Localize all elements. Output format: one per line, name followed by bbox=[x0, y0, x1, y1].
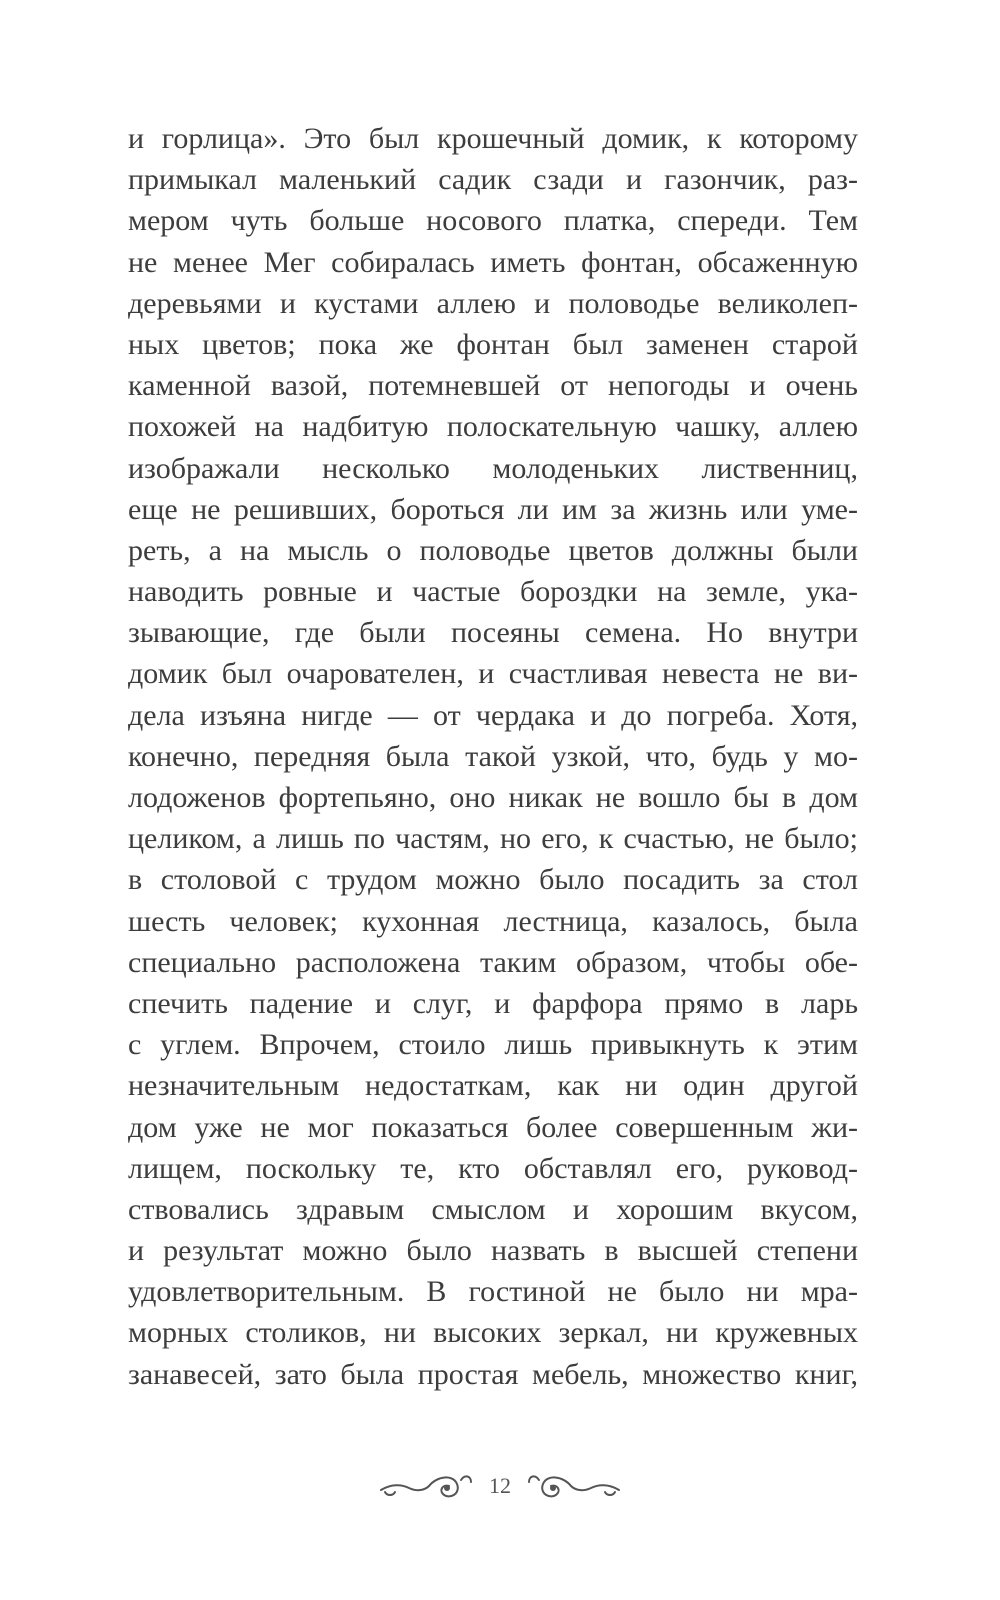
text-line: специально расположена таким образом, чтобы обе- bbox=[128, 945, 858, 979]
text-line: лищем, поскольку те, кто обставлял его, руковод- bbox=[128, 1151, 858, 1185]
text-line: морных столиков, ни высоких зеркал, ни кружевных bbox=[128, 1316, 858, 1350]
text-line: спечить падение и слуг, и фарфора прямо в ларь bbox=[128, 986, 858, 1020]
text-line: занавесей, зато была простая мебель, множество книг, bbox=[128, 1357, 858, 1391]
text-line: с углем. Впрочем, стоило лишь привыкнуть к этим bbox=[128, 1028, 858, 1062]
text-line: и результат можно было назвать в высшей степени bbox=[128, 1234, 858, 1268]
text-line: и горлица». Это был крошечный домик, к которому bbox=[128, 122, 858, 155]
text-line: шесть человек; кухонная лестница, казалось, была bbox=[128, 904, 858, 938]
text-line: в столовой с трудом можно было посадить за стол bbox=[128, 863, 858, 897]
text-line: еще не решивших, бороться ли им за жизнь или уме- bbox=[128, 492, 858, 526]
text-line: реть, а на мысль о половодье цветов должны были bbox=[128, 533, 858, 567]
text-line: ных цветов; пока же фонтан был заменен старой bbox=[128, 327, 858, 361]
text-line: изображали несколько молоденьких лиственниц, bbox=[128, 451, 858, 485]
text-line: дом уже не мог показаться более совершенным жи- bbox=[128, 1110, 858, 1144]
text-line: мером чуть больше носового платка, спереди. Тем bbox=[128, 204, 858, 238]
text-line: деревьями и кустами аллею и половодье великолеп- bbox=[128, 286, 858, 320]
page-number: 12 bbox=[489, 1473, 511, 1498]
text-line: каменной вазой, потемневшей от непогоды и очень bbox=[128, 369, 858, 403]
text-line: похожей на надбитую полоскательную чашку, аллею bbox=[128, 410, 858, 444]
text-line: не менее Мег собиралась иметь фонтан, обсаженную bbox=[128, 245, 858, 279]
body-text bbox=[128, 118, 858, 1395]
text-line: ствовались здравым смыслом и хорошим вкусом, bbox=[128, 1192, 858, 1226]
text-line: домик был очарователен, и счастливая невеста не ви- bbox=[128, 657, 858, 691]
text-line: дела изъяна нигде — от чердака и до погреба. Хотя, bbox=[128, 698, 858, 732]
scroll-ornament-left-icon bbox=[377, 1466, 477, 1506]
text-line: лодоженов фортепьяно, оно никак не вошло бы в дом bbox=[128, 781, 858, 814]
text-line: целиком, а лишь по частям, но его, к счастью, не было; bbox=[128, 822, 858, 856]
scroll-ornament-right-icon bbox=[523, 1466, 623, 1506]
text-line: зывающие, где были посеяны семена. Но внутри bbox=[128, 616, 858, 650]
page-footer bbox=[0, 1458, 1000, 1514]
text-line: незначительным недостаткам, как ни один другой bbox=[128, 1069, 858, 1103]
text-line: наводить ровные и частые бороздки на земле, ука- bbox=[128, 575, 858, 609]
text-line: удовлетворительным. В гостиной не было ни мра- bbox=[128, 1275, 858, 1309]
text-line: примыкал маленький садик сзади и газончик, раз- bbox=[128, 163, 858, 197]
text-line: конечно, передняя была такой узкой, что, будь у мо- bbox=[128, 739, 858, 773]
